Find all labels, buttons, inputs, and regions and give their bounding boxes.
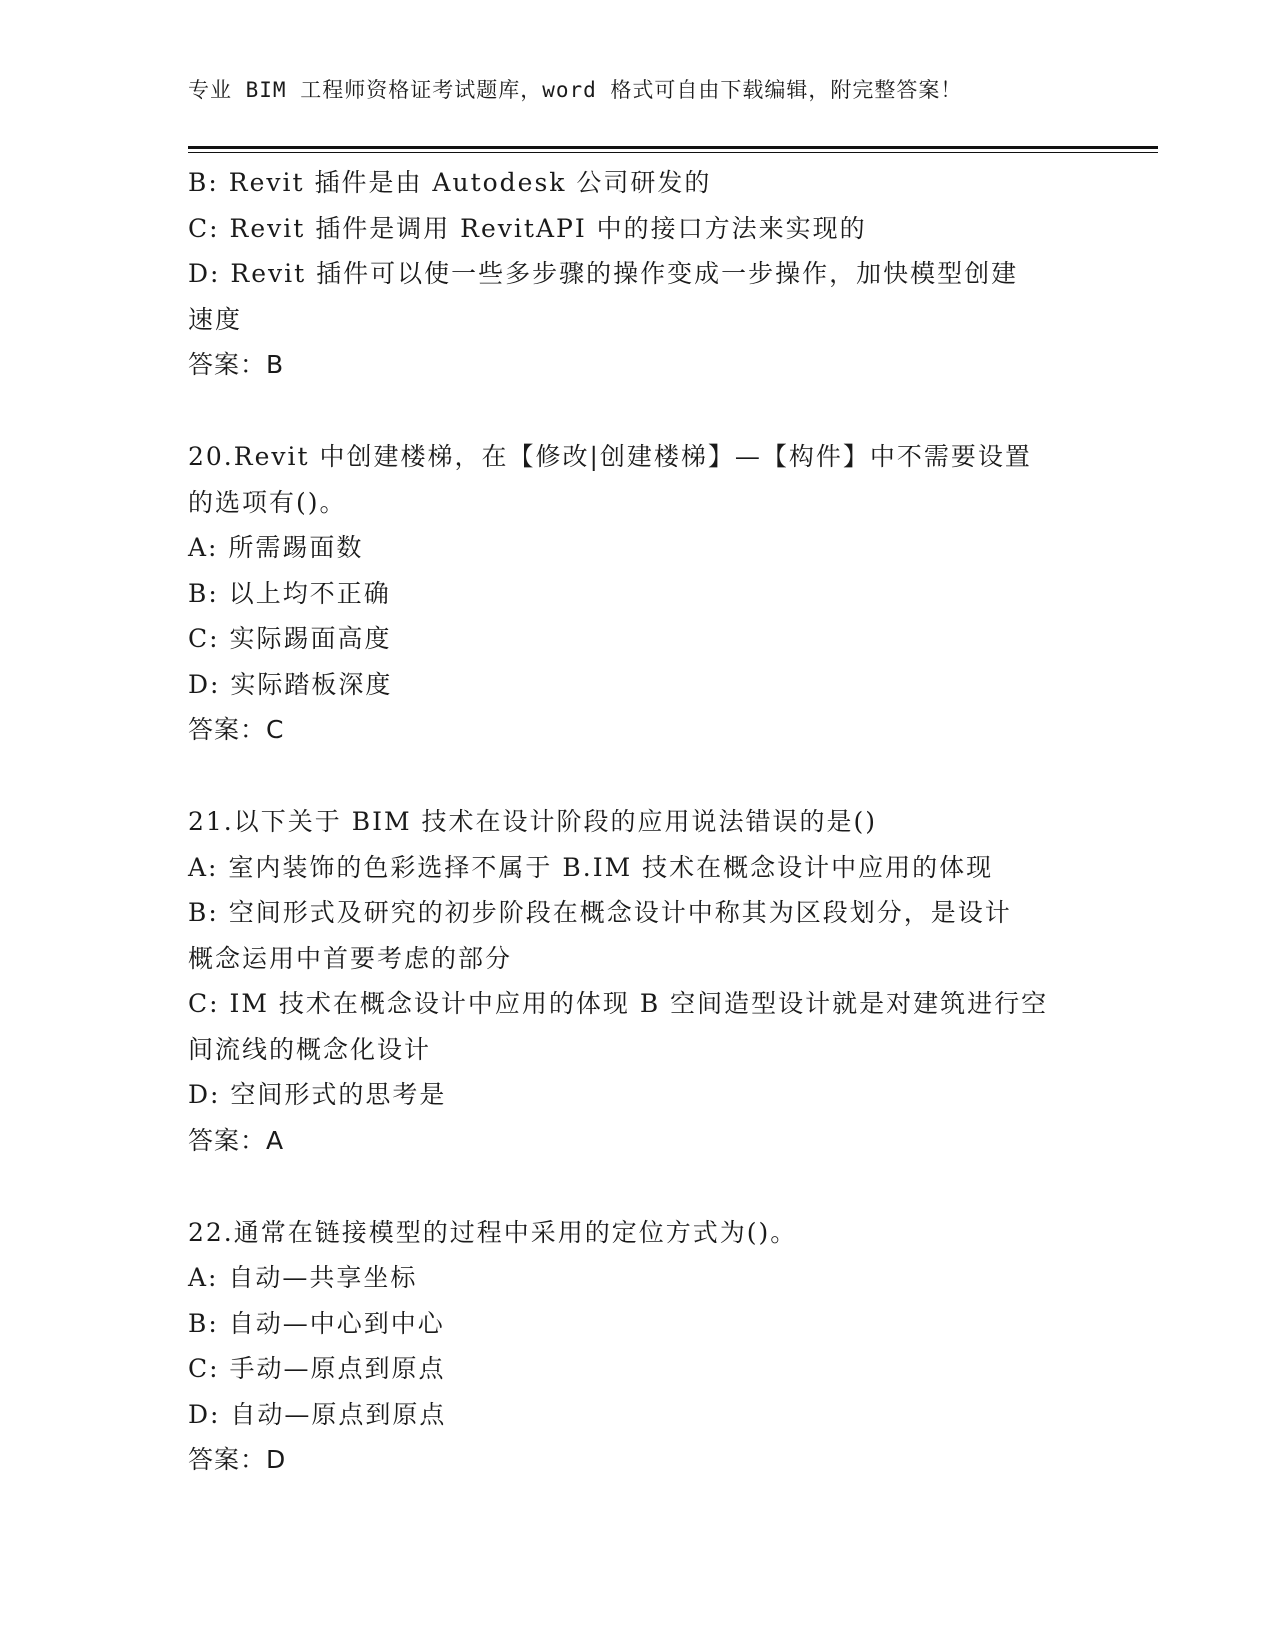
answer: 答案：D xyxy=(188,1445,287,1474)
option-a: A: 室内装饰的色彩选择不属于 B.IM 技术在概念设计中应用的体现 xyxy=(188,852,994,882)
option-d: D: 自动—原点到原点 xyxy=(188,1399,447,1429)
option-b: B: Revit 插件是由 Autodesk 公司研发的 xyxy=(188,168,712,197)
question-stem: 20.Revit 中创建楼梯，在【修改|创建楼梯】—【构件】中不需要设置 xyxy=(188,442,1032,471)
question-stem: 21.以下关于 BIM 技术在设计阶段的应用说法错误的是() xyxy=(188,807,878,836)
option-d-continuation: 速度 xyxy=(188,304,243,334)
header-rule-thick xyxy=(188,146,1158,149)
option-b: B: 空间形式及研究的初步阶段在概念设计中称其为区段划分，是设计 xyxy=(188,898,1012,927)
option-d: D: 实际踏板深度 xyxy=(188,669,393,699)
option-b: B: 以上均不正确 xyxy=(188,578,391,608)
answer: 答案：A xyxy=(188,1125,285,1155)
option-c: C: IM 技术在概念设计中应用的体现 B 空间造型设计就是对建筑进行空 xyxy=(188,989,1049,1018)
option-c: C: 手动—原点到原点 xyxy=(188,1354,446,1383)
question-21 xyxy=(188,799,1088,1164)
option-c: C: Revit 插件是调用 RevitAPI 中的接口方法来实现的 xyxy=(188,213,867,243)
question-20 xyxy=(188,434,1088,753)
option-b: B: 自动—中心到中心 xyxy=(188,1308,445,1338)
header-rule-thin xyxy=(188,152,1158,153)
option-c: C: 实际踢面高度 xyxy=(188,624,392,653)
question-22 xyxy=(188,1210,1088,1484)
question-stem-continuation: 的选项有()。 xyxy=(188,487,347,517)
answer: 答案：C xyxy=(188,715,285,744)
option-a: A: 所需踢面数 xyxy=(188,533,364,562)
option-b-continuation: 概念运用中首要考虑的部分 xyxy=(188,943,513,973)
question-content xyxy=(188,160,1088,1483)
option-d: D: Revit 插件可以使一些多步骤的操作变成一步操作，加快模型创建 xyxy=(188,259,1019,288)
page-header: 专业 BIM 工程师资格证考试题库，word 格式可自由下载编辑，附完整答案！ xyxy=(188,78,963,102)
answer: 答案：B xyxy=(188,350,285,379)
option-a: A: 自动—共享坐标 xyxy=(188,1263,418,1292)
option-c-continuation: 间流线的概念化设计 xyxy=(188,1034,432,1064)
option-d: D: 空间形式的思考是 xyxy=(188,1080,447,1109)
question-19 xyxy=(188,160,1088,388)
question-stem: 22.通常在链接模型的过程中采用的定位方式为()。 xyxy=(188,1217,798,1247)
